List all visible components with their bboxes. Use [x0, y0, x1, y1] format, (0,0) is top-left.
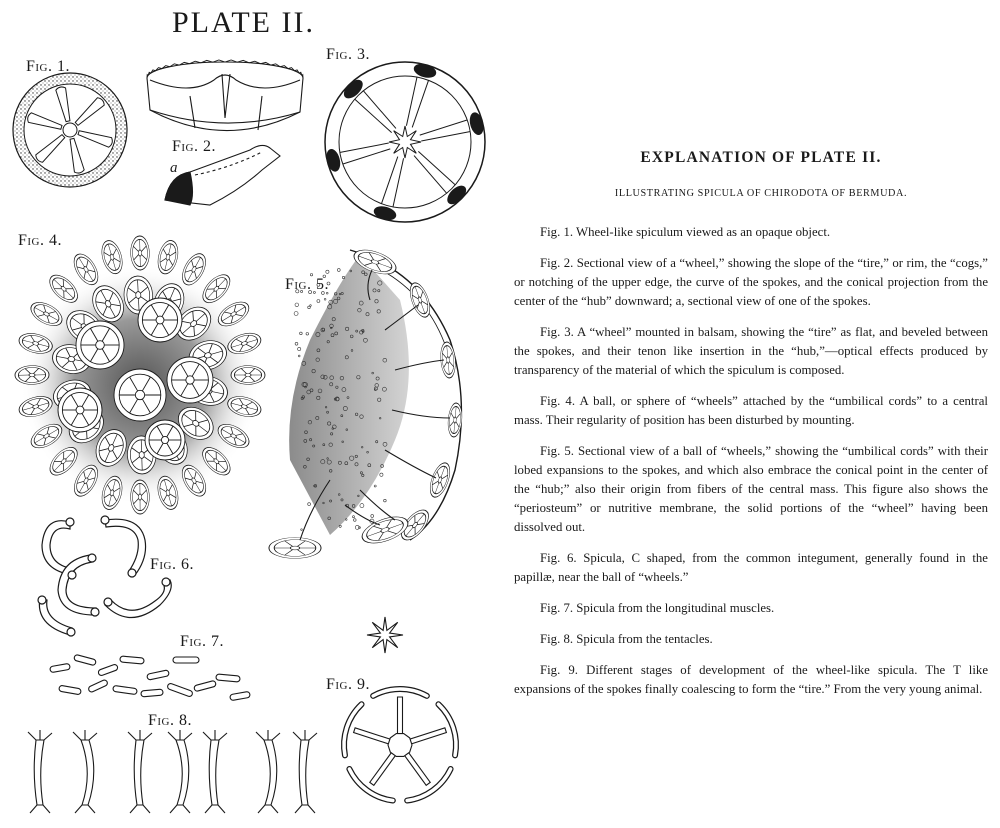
explanation-panel	[514, 148, 988, 711]
explanation-paragraph-fig3: Fig. 3. A “wheel” mounted in balsam, showing the “tire” as flat, and beveled between the spokes, and their tenon like insertion in the “hub,”—optical effects produced by transparency of the material of which the spiculum is composed.	[514, 325, 988, 377]
explanation-paragraph-fig2: Fig. 2. Sectional view of a “wheel,” showing the slope of the “tire,” or rim, the “cogs,” or notching of the upper edge, the curve of the spokes, and the conical projection from the center of the “hub” downward; a, sectional view of one of the spokes.	[514, 256, 988, 308]
figure-1-label: Fig. 1.	[26, 58, 71, 75]
explanation-heading: EXPLANATION OF PLATE II.	[640, 149, 882, 166]
figure-4-label: Fig. 4.	[18, 232, 63, 249]
figure-2-sublabel: a	[170, 160, 178, 176]
figure-6-label: Fig. 6.	[150, 556, 195, 573]
figure-9-label: Fig. 9.	[326, 676, 371, 693]
explanation-paragraph-fig5: Fig. 5. Sectional view of a ball of “wheels,” showing the “umbilical cords” with their lobed expansions to the spokes, and which also embrace the conical point in the center of the “hub;” also their origin from fibers of the central mass. This figure also shows the “periosteum” or nutritive membrane, the solid portions of the “wheel” having been dissolved out.	[514, 444, 988, 534]
figure-7-label: Fig. 7.	[180, 633, 225, 650]
figure-9-developing-spicula	[344, 617, 456, 801]
figure-2-wheel-section	[147, 60, 303, 131]
explanation-paragraph-fig4: Fig. 4. A ball, or sphere of “wheels” attached by the “umbilical cords” to a central mass. Their regularity of position has been disturbed by mounting.	[514, 394, 988, 427]
plate-title: PLATE II.	[172, 6, 315, 39]
figure-1-wheel-opaque	[13, 73, 127, 187]
explanation-subheading: ILLUSTRATING SPICULA OF CHIRODOTA OF BERMUDA.	[614, 188, 908, 199]
explanation-paragraph-fig6: Fig. 6. Spicula, C shaped, from the common integument, generally found in the papillæ, near the ball of “wheels.”	[514, 551, 988, 584]
figure-8-label: Fig. 8.	[148, 712, 193, 729]
figure-6-c-spicula	[38, 516, 171, 636]
figure-5-label: Fig. 5.	[285, 276, 330, 293]
figure-4-ball-of-wheels	[15, 236, 265, 514]
figure-3-label: Fig. 3.	[326, 46, 371, 63]
explanation-paragraph-fig7: Fig. 7. Spicula from the longitudinal muscles.	[540, 601, 775, 615]
figure-8-tentacle-spicula	[28, 730, 317, 813]
figure-3-wheel-balsam	[325, 62, 485, 222]
explanation-paragraph-fig9: Fig. 9. Different stages of development of the wheel-like spicula. The T like expansions of the spokes finally coalescing to form the “tire.” From the very young animal.	[514, 663, 988, 696]
figure-7-muscle-spicula	[50, 654, 251, 700]
figure-2-label: Fig. 2.	[172, 138, 217, 155]
explanation-paragraph-fig1: Fig. 1. Wheel-like spiculum viewed as an opaque object.	[540, 225, 831, 239]
explanation-paragraph-fig8: Fig. 8. Spicula from the tentacles.	[540, 632, 713, 646]
